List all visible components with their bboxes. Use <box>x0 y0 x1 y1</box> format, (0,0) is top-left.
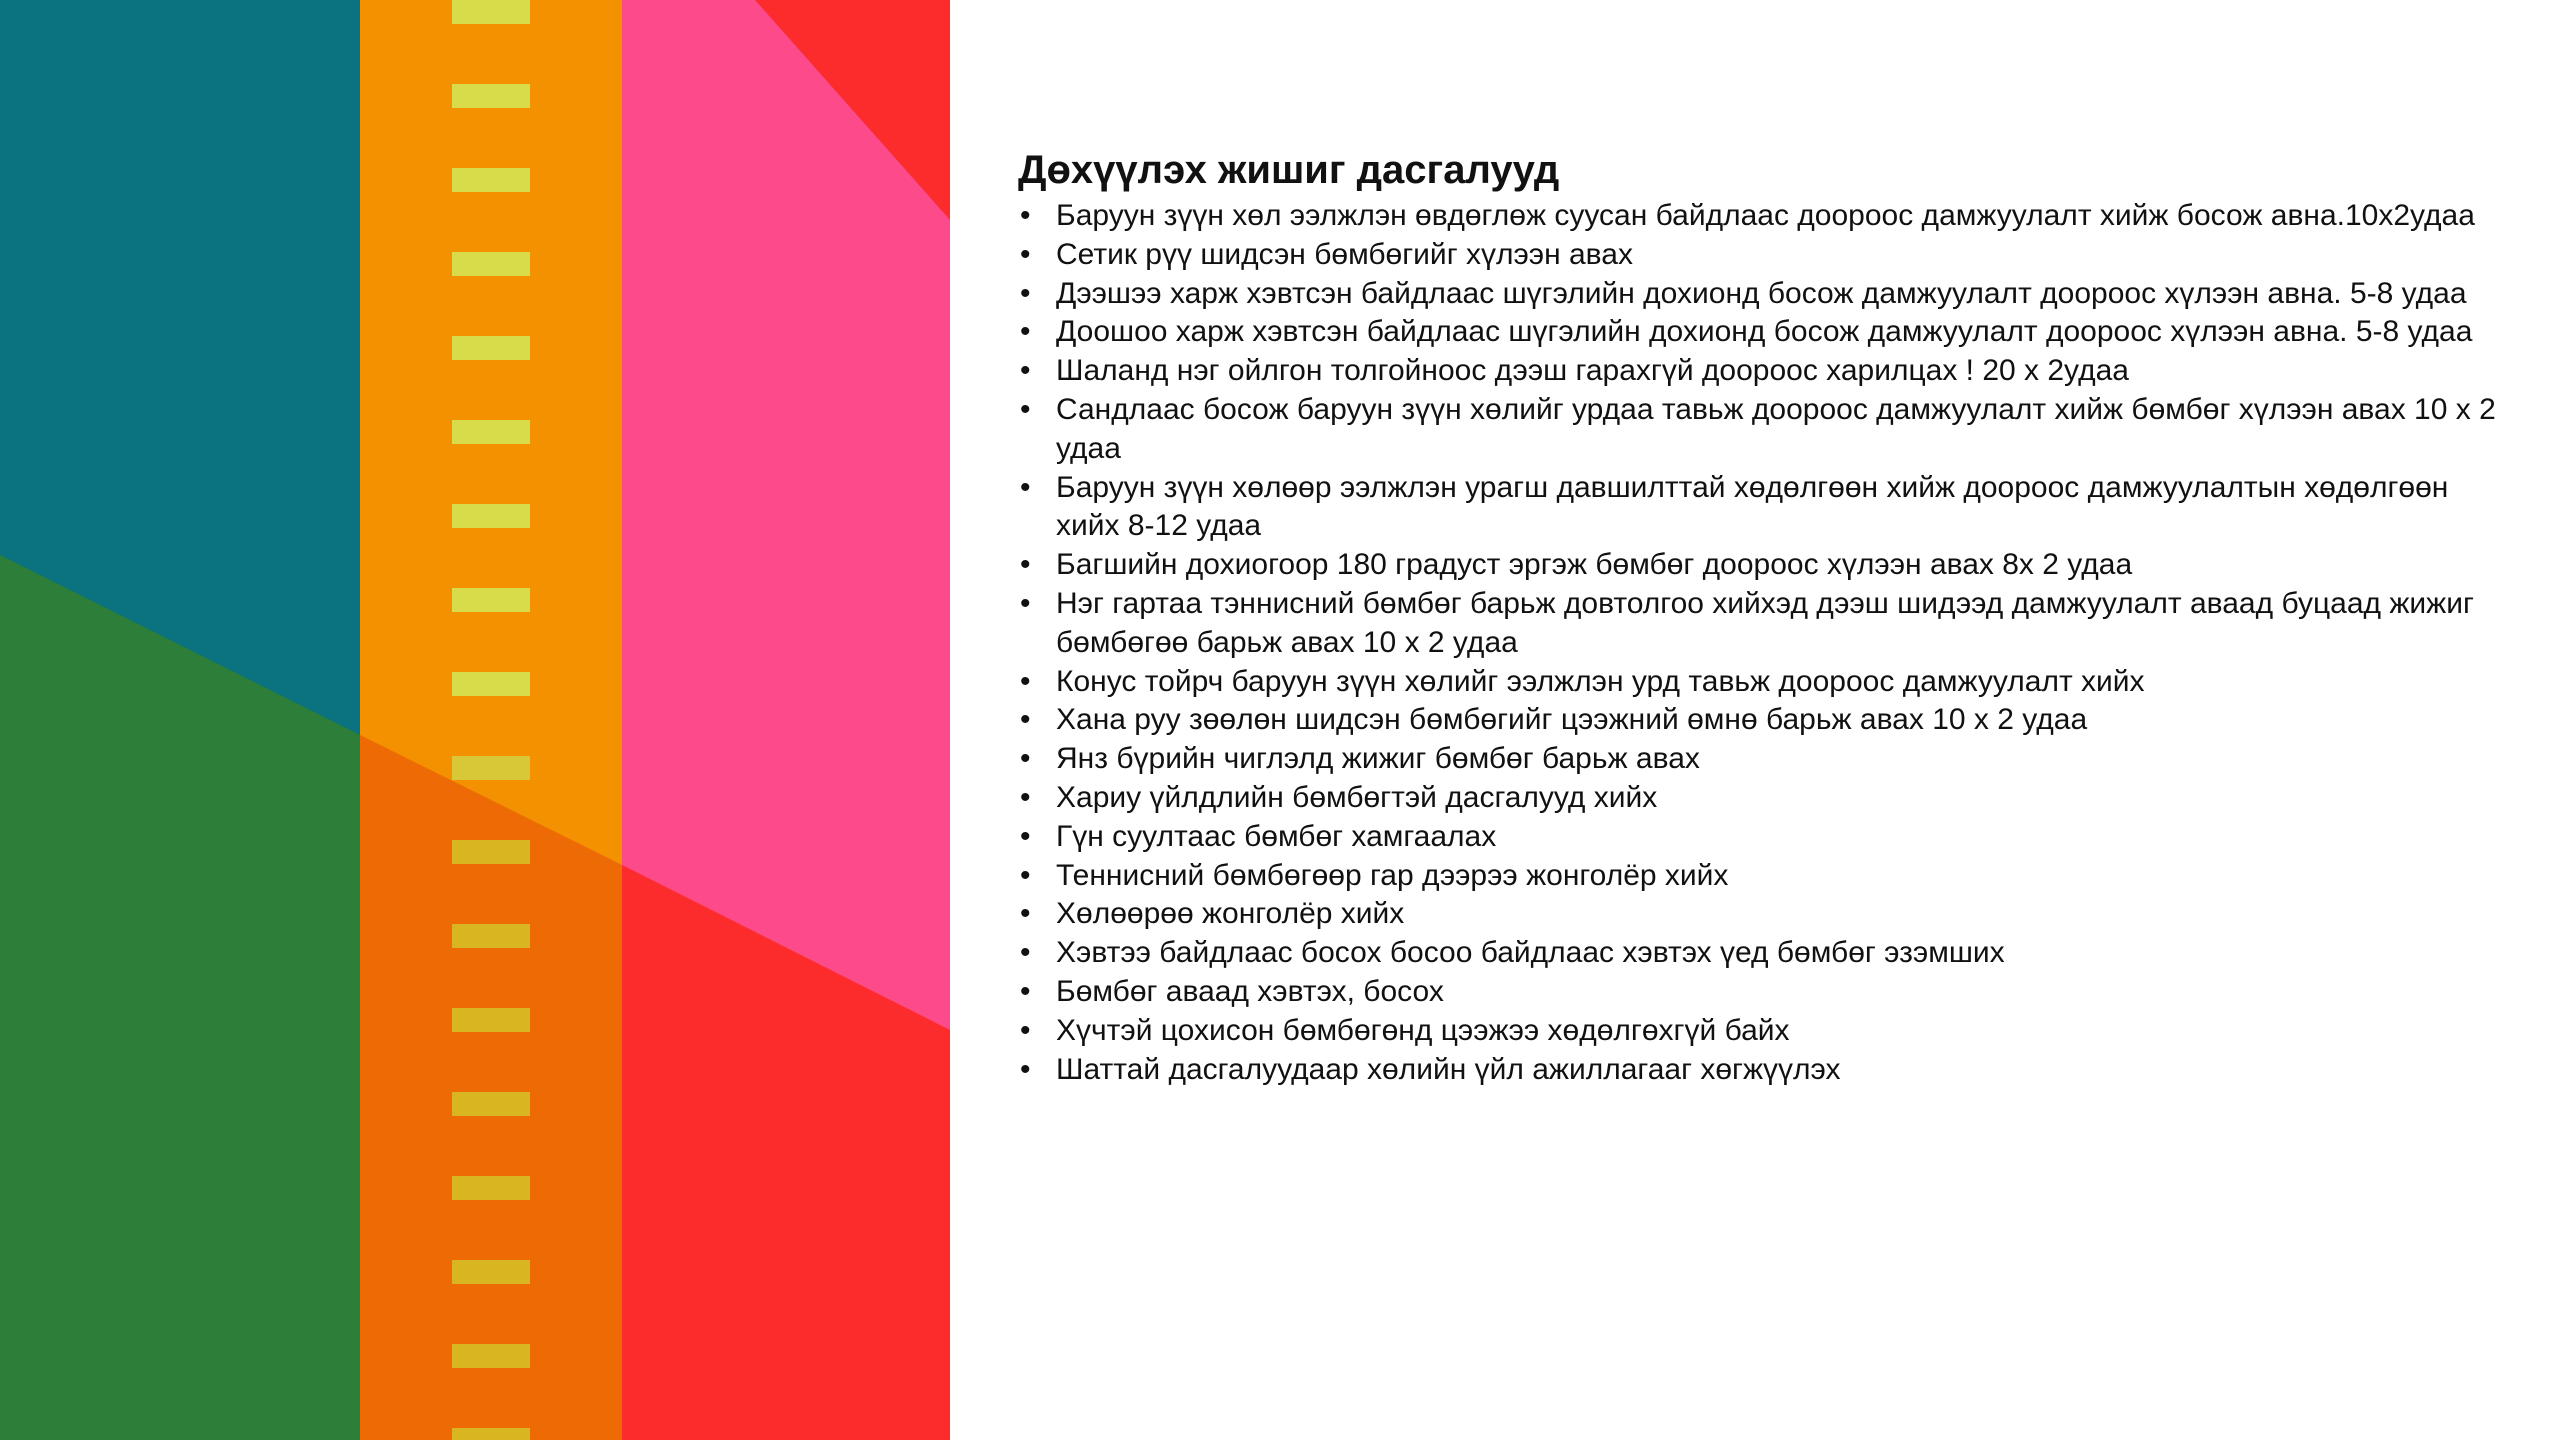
list-item <box>1018 546 2518 585</box>
list-item-text: Хүчтэй цохисон бөмбөгөнд цээжээ хөдөлгөхгүй байх <box>1056 1013 1790 1047</box>
bullet-icon: • <box>1020 392 1031 426</box>
bullet-icon: • <box>1020 470 1031 504</box>
list-item-text: Дээшээ харж хэвтсэн байдлаас шүгэлийн дохионд босож дамжуулалт доороос хүлээн авна. 5-8 удаа <box>1056 276 2467 310</box>
abstract-stripes-graphic <box>0 0 950 1440</box>
list-item <box>1018 469 2518 547</box>
list-item-text: Хариу үйлдлийн бөмбөгтэй дасгалууд хийх <box>1056 780 1658 814</box>
list-item-text: Хана руу зөөлөн шидсэн бөмбөгийг цээжний өмнө барьж авах 10 х 2 удаа <box>1056 703 2088 737</box>
list-item-text: Багшийн дохиогоор 180 градуст эргэж бөмбөг доороос хүлээн авах 8х 2 удаа <box>1056 548 2133 582</box>
list-item <box>1018 895 2518 934</box>
list-item <box>1018 818 2518 857</box>
bullet-icon: • <box>1020 664 1031 698</box>
list-item-text: Нэг гартаа тэннисний бөмбөг барьж довтолгоо хийхэд дээш шидээд дамжуулалт аваад буцаад жижиг бөмбөгөө барьж авах 10 х 2 удаа <box>1056 586 2474 659</box>
list-item-text: Шаланд нэг ойлгон толгойноос дээш гарахгүй доороос харилцах ! 20 х 2удаа <box>1056 354 2129 388</box>
bullet-icon: • <box>1020 858 1031 892</box>
list-item-text: Хэвтээ байдлаас босох босоо байдлаас хэвтэх үед бөмбөг эзэмших <box>1056 936 2005 970</box>
list-item-text: Сандлаас босож баруун зүүн хөлийг урдаа тавьж доороос дамжуулалт хийж бөмбөг хүлээн авах 10 х 2 удаа <box>1056 392 2496 465</box>
list-item <box>1018 197 2518 236</box>
list-item-text: Шаттай дасгалуудаар хөлийн үйл ажиллагааг хөгжүүлэх <box>1056 1052 1841 1086</box>
bullet-icon: • <box>1020 897 1031 931</box>
list-item <box>1018 313 2518 352</box>
bullet-icon: • <box>1020 703 1031 737</box>
slide-content <box>1018 145 2518 1089</box>
list-item-text: Сетик рүү шидсэн бөмбөгийг хүлээн авах <box>1056 237 1633 271</box>
bullet-icon: • <box>1020 315 1031 349</box>
list-item-text: Конус тойрч баруун зүүн хөлийг ээлжлэн урд тавьж доороос дамжуулалт хийх <box>1056 664 2145 698</box>
bullet-icon: • <box>1020 1013 1031 1047</box>
decorative-color-panel <box>0 0 950 1440</box>
list-item-text: Хөлөөрөө жонголёр хийх <box>1056 897 1405 931</box>
list-item <box>1018 701 2518 740</box>
bullet-icon: • <box>1020 1052 1031 1086</box>
bullet-icon: • <box>1020 199 1031 232</box>
list-item <box>1018 352 2518 391</box>
list-item-text: Янз бүрийн чиглэлд жижиг бөмбөг барьж авах <box>1056 742 1700 776</box>
bullet-icon: • <box>1020 586 1031 620</box>
bullet-icon: • <box>1020 276 1031 310</box>
list-item <box>1018 391 2518 469</box>
list-item <box>1018 857 2518 896</box>
bullet-icon: • <box>1020 780 1031 814</box>
bullet-icon: • <box>1020 742 1031 776</box>
bullet-icon: • <box>1020 974 1031 1008</box>
list-item <box>1018 1051 2518 1090</box>
list-item-text: Гүн суултаас бөмбөг хамгаалах <box>1056 819 1497 853</box>
bullet-icon: • <box>1020 548 1031 582</box>
list-item <box>1018 275 2518 314</box>
list-item <box>1018 779 2518 818</box>
exercise-list <box>1018 197 2518 1089</box>
list-item-text: Баруун зүүн хөл ээлжлэн өвдөглөж суусан байдлаас доороос дамжуулалт хийж босож авна.10х2удаа <box>1056 199 2475 232</box>
list-item-text: Баруун зүүн хөлөөр ээлжлэн урагш давшилттай хөдөлгөөн хийж доороос дамжуулалтын хөдөлгөөн хийх 8-12 удаа <box>1056 470 2449 543</box>
list-item-text: Доошоо харж хэвтсэн байдлаас шүгэлийн дохионд босож дамжуулалт доороос хүлээн авна. 5-8 удаа <box>1056 315 2473 349</box>
bullet-icon: • <box>1020 354 1031 388</box>
list-item <box>1018 973 2518 1012</box>
bullet-icon: • <box>1020 936 1031 970</box>
list-item <box>1018 663 2518 702</box>
slide-title: Дөхүүлэх жишиг дасгалууд <box>1018 148 1560 192</box>
list-item <box>1018 236 2518 275</box>
list-item <box>1018 934 2518 973</box>
list-item <box>1018 1012 2518 1051</box>
list-item <box>1018 585 2518 663</box>
list-item-text: Теннисний бөмбөгөөр гар дээрээ жонголёр хийх <box>1056 858 1729 892</box>
bullet-icon: • <box>1020 819 1031 853</box>
list-item <box>1018 740 2518 779</box>
bullet-icon: • <box>1020 237 1031 271</box>
list-item-text: Бөмбөг аваад хэвтэх, босох <box>1056 974 1444 1008</box>
